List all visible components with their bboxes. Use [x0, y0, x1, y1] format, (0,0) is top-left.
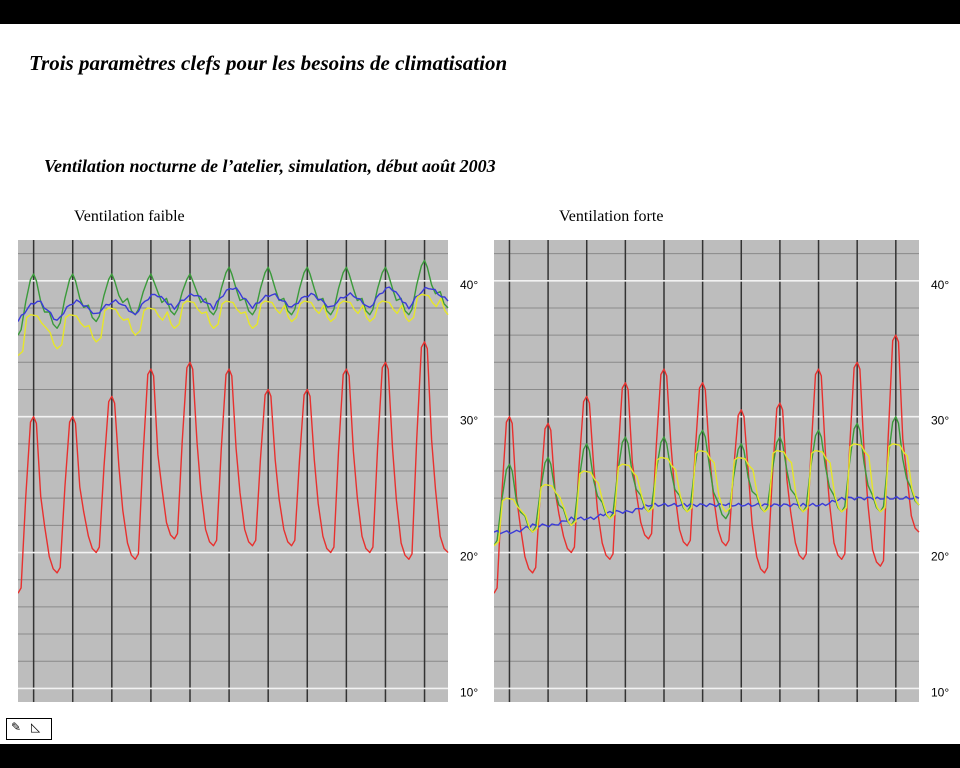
y-tick-label: 10° — [460, 685, 479, 700]
chart-left-title: Ventilation faible — [74, 208, 185, 225]
chart-ventilation-faible — [18, 240, 488, 706]
chart-right-title: Ventilation forte — [559, 208, 664, 225]
y-tick-label: 20° — [460, 549, 479, 564]
y-tick-label: 40° — [931, 277, 950, 292]
y-tick-label: 30° — [460, 413, 479, 428]
y-tick-label: 30° — [931, 413, 950, 428]
y-tick-label: 40° — [460, 277, 479, 292]
slide-subtitle: Ventilation nocturne de l’atelier, simulation, début août 2003 — [44, 156, 496, 176]
slide-navigation-widget[interactable] — [6, 718, 52, 740]
triangle-icon[interactable]: ◺ — [31, 720, 41, 734]
chart-ventilation-forte — [494, 240, 960, 706]
y-tick-label: 20° — [931, 549, 950, 564]
navigation-icon[interactable]: ✎ — [11, 720, 22, 734]
slide — [0, 24, 960, 744]
y-tick-label: 10° — [931, 685, 950, 700]
slide-title: Trois paramètres clefs pour les besoins de climatisation — [29, 51, 508, 75]
